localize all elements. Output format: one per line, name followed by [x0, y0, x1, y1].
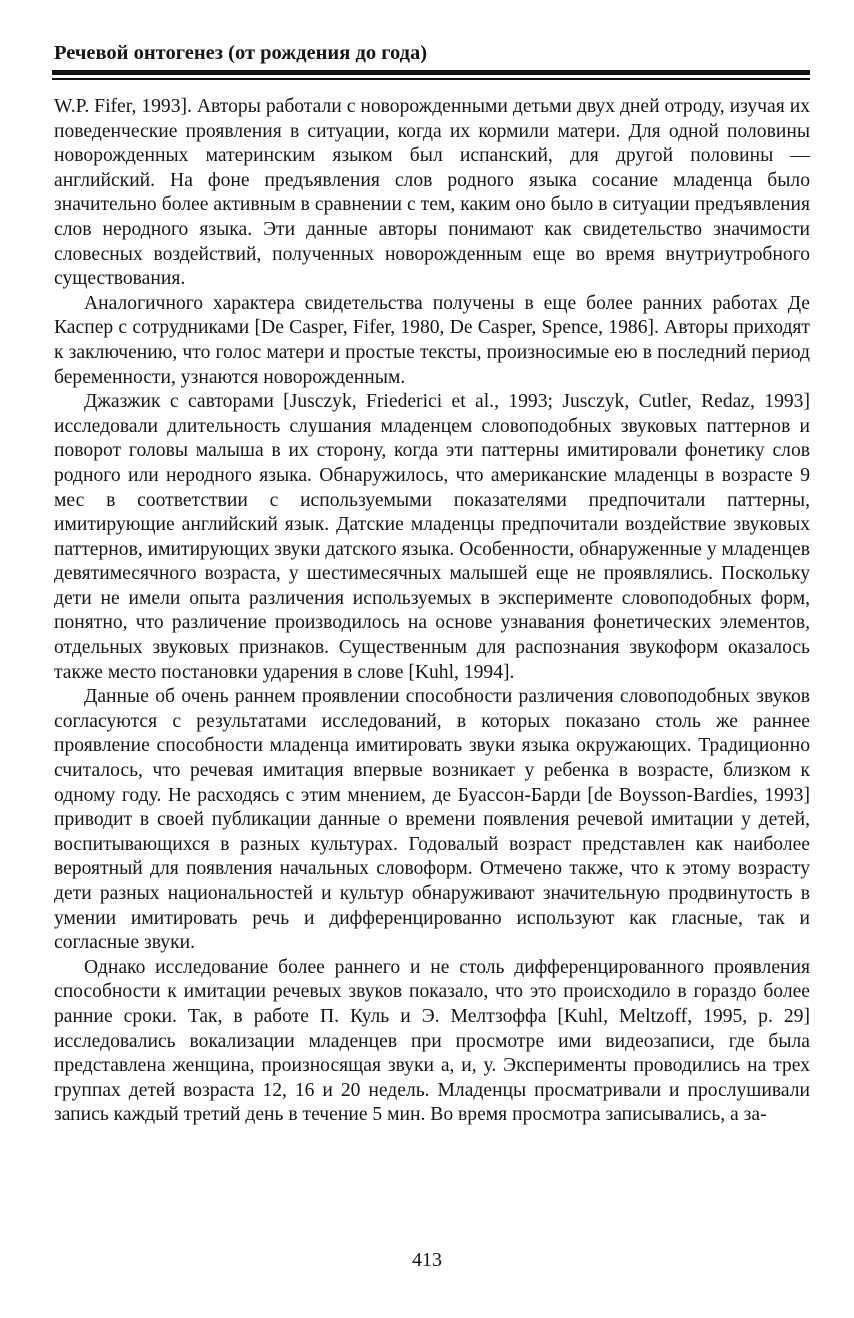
body-text	[54, 95, 810, 1128]
paragraph-2: Аналогичного характера свидетельства получены в еще более ранних работах Де Каспер с сотрудниками [De Casper, Fifer, 1980, De Casper, Spence, 1986]. Авторы приходят к заключению, что голос матери и простые тексты, произносимые ею в последний период беременности, узнаются новорожденным.	[54, 292, 810, 388]
header-rule-thick	[52, 70, 810, 75]
paragraph-5: Однако исследование более раннего и не столь дифференцированного проявления способности к имитации речевых звуков показало, что это происходило в гораздо более ранние сроки. Так, в работе П. Куль и Э. Мелтзоффа [Kuhl, Meltzoff, 1995, p. 29] исследовались вокализации младенцев при просмотре ими видеозаписи, где была представлена женщина, произносящая звуки а, и, у. Эксперименты проводились на трех группах детей возраста 12, 16 и 20 недель. Младенцы просматривали и прослушивали запись каждый третий день в течение 5 мин. Во время просмотра записывались, а за-	[54, 956, 810, 1126]
paragraph-1: W.P. Fifer, 1993]. Авторы работали с новорожденными детьми двух дней отроду, изучая их поведенческие проявления в ситуации, когда их кормили матери. Для одной половины новорожденных материнским языком был испанский, для другой половины — английский. На фоне предъявления слов родного языка сосание младенца было значительно более активным в сравнении с тем, каким оно было в ситуации предъявления слов неродного языка. Эти данные авторы понимают как свидетельство значимости словесных воздействий, полученных новорожденным еще во время внутриутробного существования.	[54, 96, 810, 290]
paragraph-3: Джазжик с савторами [Jusczyk, Friederici et al., 1993; Jusczyk, Cutler, Redaz, 1993] исследовали длительность слушания младенцем словоподобных звуковых паттернов и поворот головы малыша в их сторону, когда эти паттерны имитировали фонетику слов родного или неродного языка. Обнаружилось, что американские младенцы в возрасте 9 мес в соответствии с используемыми показателями предпочитали паттерны, имитирующие английский язык. Датские младенцы предпочитали воздействие звуковых паттернов, имитирующих звуки датского языка. Особенности, обнаруженные у младенцев девятимесячного возраста, у шестимесячных малышей еще не проявлялись. Поскольку дети не имели опыта различения используемых в эксперименте словоподобных форм, понятно, что различение производилось на основе узнавания фонетических элементов, отдельных звуковых признаков. Существенным для распознания звукоформ оказалось также место постановки ударения в слове [Kuhl, 1994].	[54, 391, 810, 683]
page-number: 413	[412, 1249, 442, 1271]
running-title: Речевой онтогенез (от рождения до года)	[54, 42, 428, 64]
header-rule-thin	[52, 78, 810, 80]
paragraph-4: Данные об очень раннем проявлении способности различения словоподобных звуков согласуются с результатами исследований, в которых показано столь же раннее проявление способности младенца имитировать звуки языка окружающих. Традиционно считалось, что речевая имитация впервые возникает у ребенка в возрасте, близком к одному году. Не расходясь с этим мнением, де Буассон-Барди [de Boysson-Bardies, 1993] приводит в своей публикации данные о времени появления речевой имитации у детей, воспитывающихся в разных культурах. Годовалый возраст представлен как наиболее вероятный для появления начальных словоформ. Отмечено также, что к этому возрасту дети разных национальностей и культур обнаруживают значительную продвинутость в умении имитировать речь и дифференцированно используют как гласные, так и согласные звуки.	[54, 686, 810, 954]
